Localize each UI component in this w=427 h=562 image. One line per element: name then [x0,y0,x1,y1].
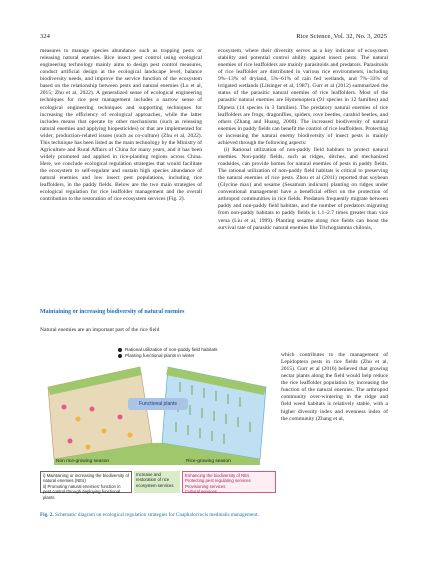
figure-legend [118,347,217,359]
bullet-icon [118,354,122,358]
page-number: 324 [40,33,50,40]
legend-item: Rational utilization of non-paddy field habitats [125,347,218,352]
caption-label: Fig. 2. [40,512,54,518]
right-column [218,48,388,232]
service-item: Enhancing the biodiversity of NEs [185,473,250,478]
paragraph: (i) Rational utilization of non-paddy field habitats to protect natural enemies. Non-paddy fields, such as ridges, ditches, and mechanized roadsides, can provide homes for natural enemies of pests in paddy fields. The rational utilization of non-paddy field habitats is critical to preserving the natural enemies of rice pests. Zhou et al (2011) reported that soybean (Glycine max) and sesame (Sesamum indicum) planting on ridges under conventional management have a beneficial effect on the protection of arthropod communities in rice fields. Predators frequently migrate between paddy and non-paddy field habitats, and the number of predators migrating from non-paddy habitats to paddy fields is 1.1–2.7 times greater than vice versa (Liu et al, 1999). Planting sesame along rice fields can boost the survival rate of parasitic natural enemies like Trichogramma chilonis, [218,146,388,231]
figure-2 [40,347,276,509]
paragraph: ecosystem, where their diversity serves as a key indicator of ecosystem stability and potential control ability against insect pests. The natural enemies of rice leaffolders are mainly parasitoids and predators. Parasitoids of rice leaffolder are distributed in various rice environments, including 9%–13% of dryland, 5%–61% of rain fed wetlands, and 7%–33% of irrigated wetlands (Litsinger et al, 1987). Gurr et al (2012) summarized the status of the parasitic natural enemies of rice leaffolders. Most of the parasitic natural enemies are Hymenoptera (91 species in 12 families) and Diptera (14 species in 3 families). The predatory natural enemies of rice leaffolders are frogs, dragonflies, spiders, rove beetles, carabid beetles, and others (Zhang and Huang, 2000). The increased biodiversity of natural enemies in paddy fields can benefit the control of rice leaffolders. Protecting or increasing the natural enemy biodiversity of insect pests is mainly achieved through the following aspects: [218,48,388,146]
strategy-item: ii) Promoting natural enemies' function in pest control through deploying functional plants [43,483,121,500]
strategy-item: i) Maintaining or increasing the biodiversity of natural enemies (NEs) [43,473,129,484]
page-header [40,33,387,42]
section-intro: Natural enemies are an important part of the rice field [40,327,160,333]
season-label-left: Non rice-growing season [56,459,110,464]
services-box: Increase and restoration of rice ecosystem services [134,471,180,493]
service-item: Protecting pest regulating services [185,478,251,484]
caption-text: Schematic diagram on ecological regulation strategies for Cnaphalocrocis medinalis management. [55,512,259,518]
paragraph: measures to manage species abundance such as trapping pests or releasing natural enemies. Rice insect pest control using ecological engineering technology mainly aims to design pest control measures, conduct artificial design at the ecological landscape level, balance biodiversity needs, and improve the service function of the ecosystem based on the relationship between pests and natural enemies (Lu et al, 2015; Zhu et al, 2022). A generalized sense of ecological engineering techniques for rice pest management includes a narrow sense of ecological engineering techniques and supporting techniques for increasing the efficiency of ecological approaches, while the latter includes means that operate by other mechanisms (such as releasing natural enemies and applying biopesticides) or that are implemented for wider, production-related issues (such as co-culture) (Zhu et al, 2022). This technique has been listed as the main technology by the Ministry of Agriculture and Rural Affairs of China for many years, and it has been widely promoted and applied in rice-planting regions across China. Here, we conclude ecological regulation strategies that would facilitate the ecosystem to self-regulate and sustain high species abundance of natural enemies and low insect pest populations, including rice leaffolders, in the paddy fields. Below are the two main strategies of ecological regulation for rice leaffolder management and the overall contribution to the restoration of rice ecosystem services (Fig. 2). [40,48,202,203]
right-column-narrow [281,352,388,423]
paragraph: which contributes to the management of Lepidoptera pests in rice fields (Zhu et al, 2015). Gurr et al (2016) believed that growing nectar plants along the field would help reduce the rice leaffolder population by increasing the function of the natural enemies. The arthropod community over-wintering in the ridge and field weed habitats is relatively stable, with a higher diversity index and evenness index of the community (Zhang et al, [281,352,388,422]
section-heading: Maintaining or increasing biodiversity of natural enemies [40,309,185,315]
functional-plants-label: Functional plants [128,398,188,410]
service-item: Provisioning services [185,483,226,489]
strategy-box [40,471,132,500]
services-list [182,471,276,493]
season-label-right: Rice-growing season [186,459,231,464]
figure-caption [40,512,380,519]
left-column [40,48,202,203]
service-item: Cultural services [185,489,217,495]
legend-item: Planting functional plants in winter [125,353,195,358]
bullet-icon [118,348,122,352]
journal-title: Rice Science, Vol. 32, No. 3, 2025 [296,33,387,40]
